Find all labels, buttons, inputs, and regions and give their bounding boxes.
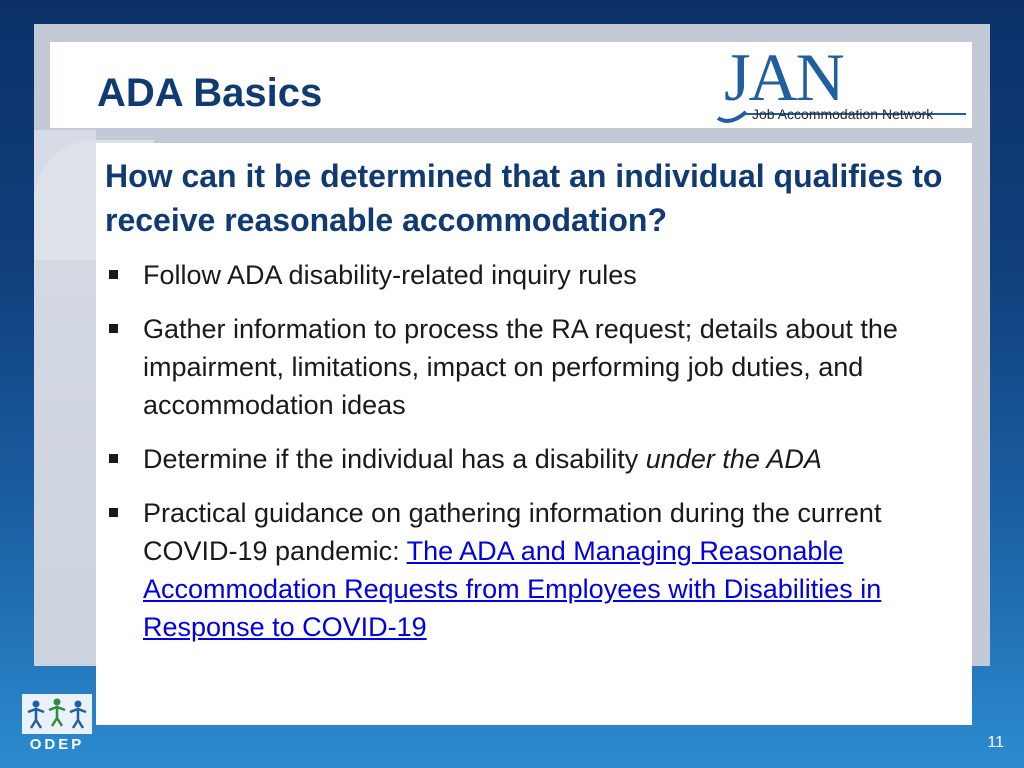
bullet-item xyxy=(105,494,945,646)
slide-question: How can it be determined that an individual qualifies to receive reasonable accommodation? xyxy=(105,158,943,238)
page-number: 11 xyxy=(987,734,1004,751)
square-bullet-icon xyxy=(109,270,118,279)
covid-guidance-link[interactable]: The ADA and Managing Reasonable Accommodation Requests from Employees with Disabilities in Response to COVID-19 xyxy=(143,536,882,642)
odep-figures-icon xyxy=(22,694,92,734)
jan-logo-caption: Job Accommodation Network xyxy=(752,106,934,122)
odep-logo xyxy=(22,694,92,760)
bullet-text: Practical guidance on gathering information during the current COVID-19 pandemic: xyxy=(143,498,882,566)
odep-label: ODEP xyxy=(29,736,85,753)
square-bullet-icon xyxy=(109,324,118,333)
bullet-text: Determine if the individual has a disability xyxy=(143,444,646,474)
square-bullet-icon xyxy=(109,508,118,517)
bullet-emphasis: under the ADA xyxy=(645,444,822,474)
bullet-item xyxy=(105,440,945,478)
jan-logo-letters: JAN xyxy=(724,39,843,115)
slide-title: ADA Basics xyxy=(97,71,323,115)
bullet-item xyxy=(105,256,945,294)
square-bullet-icon xyxy=(109,454,118,463)
bullet-text: Gather information to process the RA request; details about the impairment, limitations, impact on performing job duties, and accommodation ideas xyxy=(143,314,898,420)
bullet-text: Follow ADA disability-related inquiry rules xyxy=(143,260,637,290)
jan-logo xyxy=(716,39,968,126)
bullet-list xyxy=(105,256,945,662)
bullet-item xyxy=(105,310,945,424)
